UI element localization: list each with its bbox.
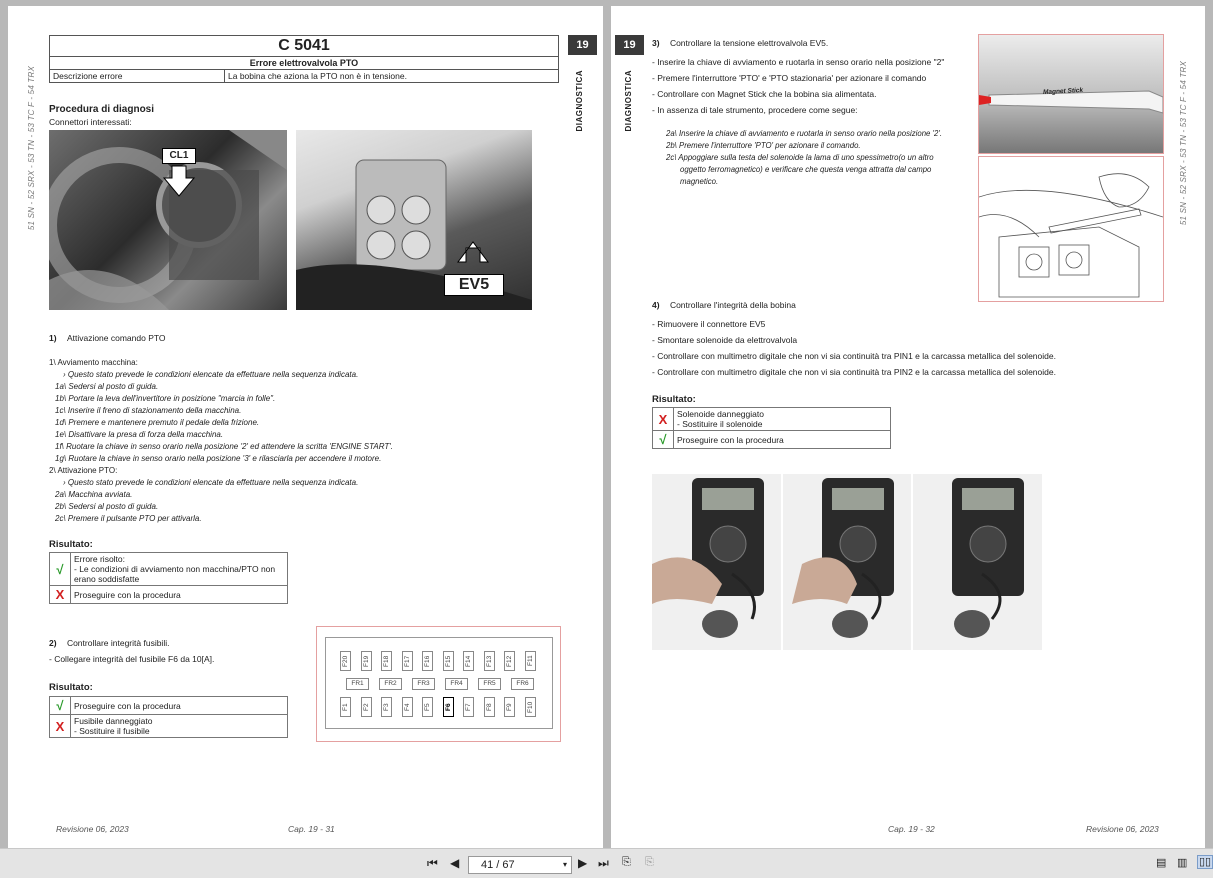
step3-line: - Controllare con Magnet Stick che la bobina sia alimentata.	[652, 89, 877, 99]
fuse-f1	[340, 697, 351, 717]
step1-line: 1g\ Ruotare la chiave in senso orario nella posizione '3' e rilasciarla per accendere il motore.	[55, 454, 382, 463]
step3-line: - Premere l'interruttore 'PTO' e 'PTO stazionaria' per azionare il comando	[652, 73, 927, 83]
cross-icon: X	[50, 586, 71, 604]
footer-page-number: Cap. 19 - 32	[888, 824, 935, 834]
step1-title: Attivazione comando PTO	[66, 333, 166, 343]
fuse-f9	[504, 697, 515, 717]
fuse-f11	[525, 651, 536, 671]
step2-title: Controllare integrità fusibili.	[66, 638, 170, 648]
result-text: Proseguire con la procedura	[74, 700, 181, 711]
fuse-label: FR4	[450, 680, 463, 687]
fuse-fr3	[412, 678, 435, 690]
result-row	[50, 586, 288, 604]
step1-line: 2b\ Sedersi al posto di guida.	[55, 502, 159, 511]
step3-heading	[652, 38, 828, 49]
step4-number: 4)	[652, 300, 660, 310]
fuse-fr4	[445, 678, 468, 690]
fuse-f5	[422, 697, 433, 717]
step3-list	[652, 54, 944, 118]
fuse-f13	[484, 651, 495, 671]
step4-title: Controllare l'integrità della bobina	[669, 300, 796, 310]
step3-subline: 2c\ Appoggiare sulla testa del solenoide la lama di uno spessimetro(o un altro	[666, 153, 934, 162]
fuse-label: F3	[383, 703, 390, 711]
result-text: Proseguire con la procedura	[74, 589, 181, 600]
solenoid-test-illustration	[979, 157, 1163, 301]
fuse-f10	[525, 697, 536, 717]
fuse-label: FR2	[384, 680, 397, 687]
fuse-label: F20	[342, 655, 349, 667]
step3-line: - In assenza di tale strumento, procedere come segue:	[652, 105, 858, 115]
single-page-view-icon[interactable]: ▤	[1156, 857, 1167, 869]
fuse-fr5	[478, 678, 501, 690]
step1-heading	[49, 333, 166, 344]
fuse-label: F15	[444, 655, 452, 667]
section-vertical-label: DIAGNOSTICA	[575, 70, 584, 132]
page-selector[interactable]	[468, 856, 572, 874]
step2-instruction: - Collegare integrità del fusibile F6 da 10[A].	[49, 654, 215, 664]
cross-icon: X	[653, 408, 674, 431]
step1-line: 1b\ Portare la leva dell'invertitore in posizione "marcia in folle".	[55, 394, 276, 403]
error-header-table	[49, 35, 559, 83]
fuse-label: F16	[424, 655, 431, 667]
last-page-icon[interactable]: ⏭	[598, 856, 609, 870]
previous-page-icon[interactable]: ◀	[450, 856, 460, 870]
fuse-label: F13	[485, 655, 493, 667]
desc-label: Descrizione errore	[50, 70, 225, 83]
result-subtext: - Sostituire il solenoide	[677, 419, 763, 429]
step1-line: 1c\ Inserire il freno di stazionamento della macchina.	[55, 406, 242, 415]
left-page	[8, 6, 603, 848]
ev5-callout: EV5	[444, 274, 504, 296]
fuse-label: F10	[526, 701, 534, 713]
fuse-label: F1	[342, 703, 349, 711]
step3-subline: 2a\ Inserire la chiave di avviamento e ruotarla in senso orario nella posizione '2'.	[666, 129, 943, 138]
result-text-cell	[674, 431, 891, 449]
step3-title: Controllare la tensione elettrovalvola EV5.	[669, 38, 829, 48]
result2-title: Risultato:	[49, 682, 93, 693]
fuse-f20	[340, 651, 351, 671]
procedure-title: Procedura di diagnosi	[49, 104, 155, 115]
fuse-label: F2	[362, 703, 370, 711]
check-icon: √	[50, 697, 71, 715]
next-page-icon[interactable]: ▶	[578, 856, 588, 870]
fuse-f14	[463, 651, 474, 671]
result-title: Risultato:	[652, 394, 696, 405]
model-side-label: 51 SN - 52 SRX - 53 TN - 53 TC F - 54 TRX	[27, 66, 36, 231]
connectors-label: Connettori interessati:	[49, 117, 132, 127]
step4-list	[652, 316, 1056, 380]
rotate-page-icon[interactable]: ⎘	[622, 856, 631, 868]
fuse-f3	[381, 697, 392, 717]
result-text: Fusibile danneggiato	[74, 716, 153, 726]
fuse-f12	[504, 651, 515, 671]
fuse-label: F5	[424, 703, 431, 711]
result1-table	[49, 552, 288, 604]
fuse-fr1	[346, 678, 369, 690]
fuse-label: FR6	[516, 680, 529, 687]
fuse-f16	[422, 651, 433, 671]
chapter-tab: 19	[615, 35, 644, 55]
fuse-box-diagram	[316, 626, 561, 742]
result-table	[652, 407, 891, 449]
step1-number: 1)	[49, 333, 57, 343]
step3-subline: magnetico.	[680, 177, 719, 186]
step1-line: 2c\ Premere il pulsante PTO per attivarla.	[55, 514, 202, 523]
fuse-label: F8	[485, 703, 493, 711]
result-text-cell	[71, 586, 288, 604]
fuse-label: F9	[506, 703, 513, 711]
result-text-cell	[71, 553, 288, 586]
step1-line: 2\ Attivazione PTO:	[49, 466, 118, 475]
result-row	[653, 431, 891, 449]
result2-table	[49, 696, 288, 738]
fuse-label: FR5	[483, 680, 496, 687]
magnet-stick-photo	[978, 34, 1164, 154]
fuse-fr6	[511, 678, 534, 690]
step4-line: - Smontare solenoide da elettrovalvola	[652, 335, 798, 345]
result-row	[653, 408, 891, 431]
result-subtext: - Sostituire il fusibile	[74, 726, 150, 736]
step1-line: › Questo stato prevede le condizioni elencate da effettuare nella sequenza indicata.	[63, 370, 359, 379]
fuse-label: F4	[403, 703, 411, 711]
multimeter-illustration	[652, 474, 1042, 650]
result-text-cell	[71, 715, 288, 738]
magnet-stick-label: Magnet Stick	[1042, 86, 1084, 97]
cross-icon: X	[50, 715, 71, 738]
step1-line: 1d\ Premere e mantenere premuto il pedale della frizione.	[55, 418, 260, 427]
step1-line: › Questo stato prevede le condizioni elencate da effettuare nella sequenza indicata.	[63, 478, 359, 487]
fuse-f6	[443, 697, 454, 717]
multimeter-photos	[652, 474, 1042, 650]
fuse-f15	[443, 651, 454, 671]
footer-revision: Revisione 06, 2023	[1086, 824, 1159, 834]
fuse-fr2	[379, 678, 402, 690]
valve-ev5-photo	[296, 130, 532, 310]
fuse-f7	[463, 697, 474, 717]
fuse-label: F14	[465, 655, 472, 667]
step3-subline: 2b\ Premere l'interruttore 'PTO' per azionare il comando.	[666, 141, 861, 150]
fuse-label: F7	[465, 703, 472, 711]
cl1-callout: CL1	[162, 148, 196, 164]
copy-page-icon[interactable]: ⎘	[645, 856, 654, 868]
step4-line: - Controllare con multimetro digitale che non vi sia continuità tra PIN2 e la carcassa metallica del solenoide.	[652, 367, 1056, 377]
result-row	[50, 697, 288, 715]
result-row	[50, 715, 288, 738]
solenoid-test-drawing	[978, 156, 1164, 302]
page-number-value: 41 / 67	[481, 859, 515, 871]
step4-line: - Rimuovere il connettore EV5	[652, 319, 766, 329]
section-vertical-label: DIAGNOSTICA	[624, 70, 633, 132]
fuse-label: F11	[526, 655, 534, 667]
step1-line: 2a\ Macchina avviata.	[55, 490, 133, 499]
error-subtitle: Errore elettrovalvola PTO	[50, 57, 559, 70]
fuse-f4	[402, 697, 413, 717]
fuse-label: F18	[383, 655, 390, 667]
step1-line: 1a\ Sedersi al posto di guida.	[55, 382, 159, 391]
footer-revision: Revisione 06, 2023	[56, 824, 129, 834]
result1-title: Risultato:	[49, 539, 93, 550]
chapter-tab: 19	[568, 35, 597, 55]
right-page	[611, 6, 1205, 848]
fuse-label: F19	[362, 655, 370, 667]
check-icon: √	[50, 553, 71, 586]
continuous-view-icon[interactable]: ▥	[1177, 857, 1188, 869]
two-page-view-icon[interactable]: ▯▯	[1199, 856, 1212, 868]
step3-sublist	[666, 128, 942, 188]
result-text: Solenoide danneggiato	[677, 409, 764, 419]
fuse-label: F17	[403, 655, 411, 667]
result-text-cell	[71, 697, 288, 715]
result-subtext: - Le condizioni di avviamento non macchina/PTO non erano soddisfatte	[74, 564, 276, 584]
fuse-label: F6	[444, 703, 452, 711]
footer-page-number: Cap. 19 - 31	[288, 824, 335, 834]
step1-sequence	[49, 357, 393, 525]
result-row	[50, 553, 288, 586]
fuse-f19	[361, 651, 372, 671]
step3-line: - Inserire la chiave di avviamento e ruotarla in senso orario nella posizione "2"	[652, 57, 945, 67]
model-side-label: 51 SN - 52 SRX - 53 TN - 53 TC F - 54 TRX	[1179, 61, 1188, 226]
viewer-toolbar	[0, 848, 1213, 878]
check-icon: √	[653, 431, 674, 449]
step1-line: 1e\ Disattivare la presa di forza della macchina.	[55, 430, 224, 439]
chevron-down-icon[interactable]: ▾	[562, 860, 567, 869]
step4-line: - Controllare con multimetro digitale che non vi sia continuità tra PIN1 e la carcassa metallica del solenoide.	[652, 351, 1056, 361]
step3-number: 3)	[652, 38, 660, 48]
step1-line: 1f\ Ruotare la chiave in senso orario nella posizione '2' ed attendere la scritta 'ENGINE START'.	[55, 442, 393, 451]
fuse-f18	[381, 651, 392, 671]
first-page-icon[interactable]: ⏮	[427, 856, 438, 870]
desc-value: La bobina che aziona la PTO non è in tensione.	[225, 70, 559, 83]
error-code: C 5041	[50, 36, 559, 57]
connector-cl1-photo	[49, 130, 287, 310]
fuse-label: F12	[506, 655, 513, 667]
fuse-f2	[361, 697, 372, 717]
fuse-f8	[484, 697, 495, 717]
step4-heading	[652, 300, 796, 311]
step3-subline: oggetto ferromagnetico) e verificare che questa venga attratta dal campo	[680, 165, 932, 174]
fuse-label: FR3	[417, 680, 430, 687]
result-text: Errore risolto:	[74, 554, 126, 564]
result-text: Proseguire con la procedura	[677, 434, 784, 445]
fuse-label: FR1	[351, 680, 364, 687]
fuse-f17	[402, 651, 413, 671]
result-text-cell	[674, 408, 891, 431]
step2-number: 2)	[49, 638, 57, 648]
step1-line: 1\ Avviamento macchina:	[49, 358, 138, 367]
step2-heading	[49, 638, 169, 649]
